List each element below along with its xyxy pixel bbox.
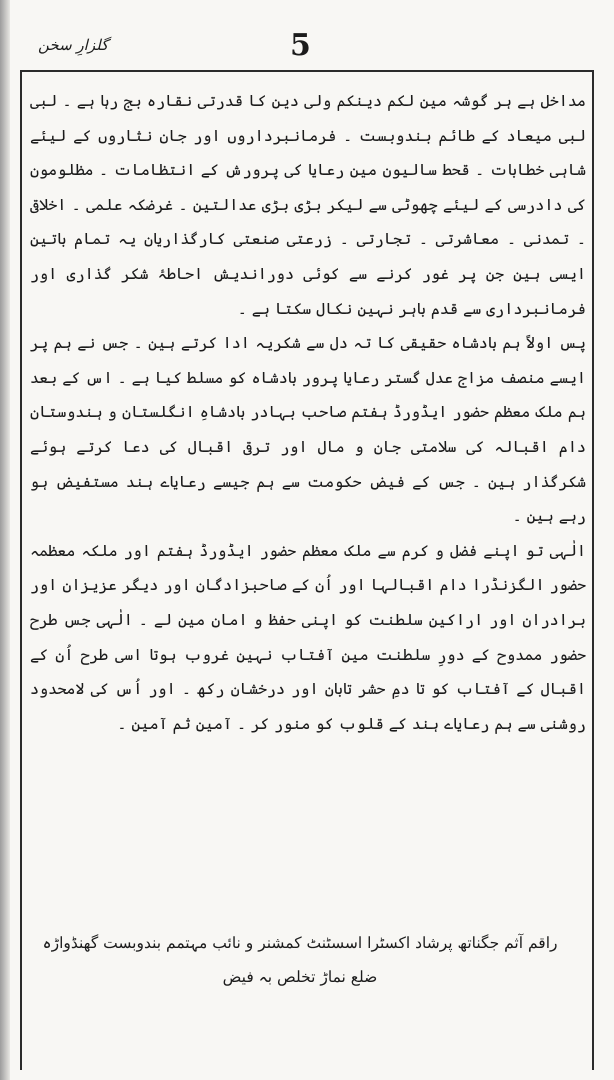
page-gutter-shadow: [0, 0, 10, 1080]
paragraph-prayer: الٰہی تو اپنے فضل و کرم سے ملک معظم حضور ایڈورڈ ہفتم اور ملکہ معظمہ حضور الگزنڈرا دام اقبالہا اور اُن کے صاحبزادگان اور دیگر عزیزان اور برادران اور اراکین سلطنت کو اپنی حفظ و امان مین لے ۔ الٰہی جس طرح حضور ممدوح کے دورِ سلطنت مین آفتاب نہین غروب ہوتا اسی طرح اُن کے اقبال کے آفتاب کو تا دمِ حشر تابان اور درخشان رکھ ۔ اور اُس کی لامحدود روشنی سے ہم رعایاے ہند کے قلوب کو منور کر ۔ آمین ثم آمین ۔: [30, 541, 586, 733]
running-head: گلزارِ سخن: [38, 36, 109, 54]
paragraph-blessings: مداخل ہے ہر گوشہ مین لکم دینکم ولی دین کا قدرتی نقارہ بج رہا ہے ۔ لبی لبی میعاد کے طائم بندوبست ۔ فرمانبرداروں اور جان نثاروں کے لیئے شاہی خطابات ۔ قحط سالیون مین رعایا کی پرورش کے انتظامات ۔ مظلومون کی دادرسی کے لیئے چھوٹی سے لیکر بڑی بڑی عدالتین ۔ غرضکہ علمی ۔ اخلاقی ۔ تمدنی ۔ معاشرتی ۔ تجارتی ۔ زرعتی صنعتی کارگذاریان یہ تمام باتین ایسی ہین جن پر غور کرنے سے کوئی دوراندیش احاطۂ شکر گذاری اور فرمانبرداری سے قدم باہر نہین نکال سکتا ہے ۔: [30, 92, 586, 318]
signature-line-2: ضلع نماڑ تخلص بہ فیض: [222, 968, 378, 986]
page-number: 5: [290, 28, 311, 63]
page-header: [20, 30, 594, 70]
author-signature: [40, 926, 560, 994]
page-body: [30, 84, 586, 741]
paragraph-thanks: پس اولاً ہم بادشاہ حقیقی کا تہ دل سے شکریہ ادا کرتے ہین ۔ جس نے ہم پر ایسے منصف مزاج عدل گستر رعایا پرور بادشاہ کو مسلط کیا ہے ۔ اس کے بعد ہم ملک معظم حضور ایڈورڈ ہفتم صاحب بہادر بادشاہِ انگلستان و ہندوستان دام اقبالہ کی سلامتی جان و مال اور ترقی اقبال کی دعا کرتے ہوئے شکرگذار ہین ۔ جس کے فیض حکومت سے ہم جیسے رعایاے ہند مستفیض ہو رہے ہین ۔: [30, 334, 586, 526]
signature-line-1: راقم آثم جگناتھ پرشاد اکسٹرا اسسٹنٹ کمشنر و نائب مہتمم بندوبست گھنڈواڑہ: [42, 934, 558, 952]
